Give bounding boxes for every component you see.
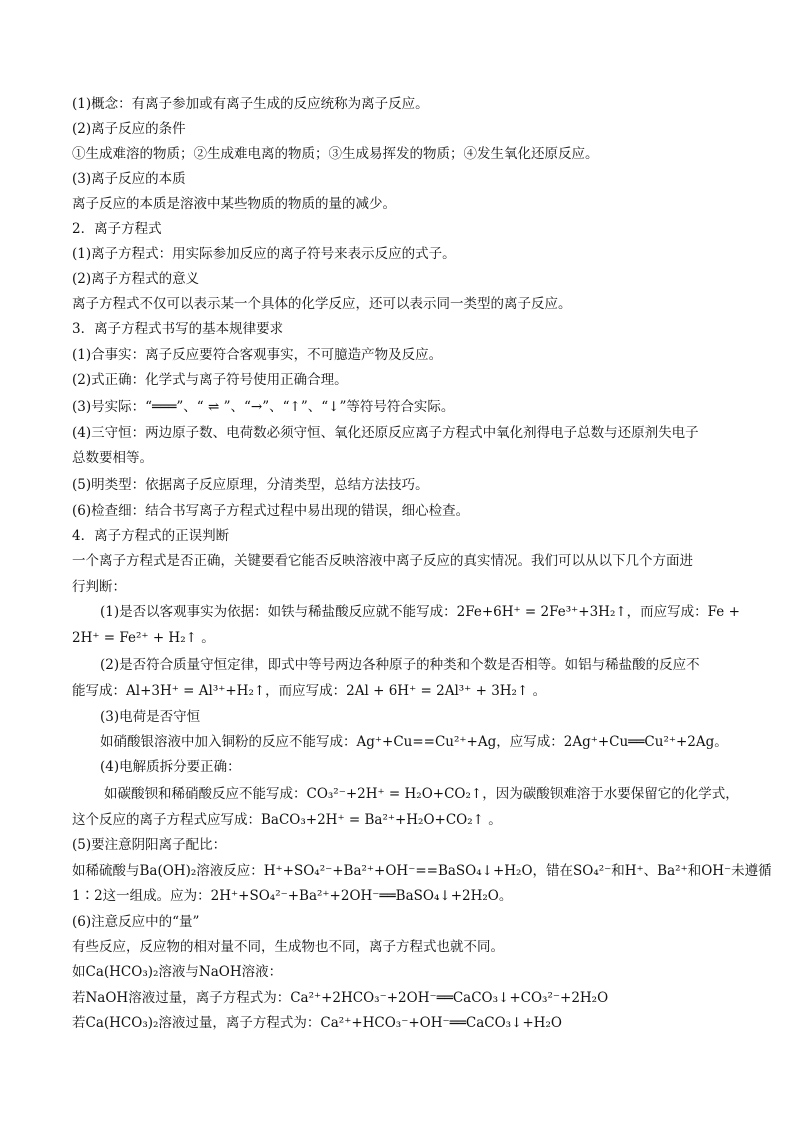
judgment-1-continued: 2H⁺ = Fe²⁺ + H₂↑ 。 xyxy=(72,630,215,646)
judgment-4-text: 如碳酸钡和稀硝酸反应不能写成：CO₃²⁻+2H⁺ = H₂O+CO₂↑，因为碳酸钡难溶于水要保留它的化学式， xyxy=(104,786,739,802)
section-3-heading: 3．离子方程式书写的基本规律要求 xyxy=(72,321,284,337)
judgment-3-text: 如硝酸银溶液中加入铜粉的反应不能写成：Ag⁺+Cu==Cu²⁺+Ag，应写成：2Ag⁺+Cu══Cu²⁺+2Ag。 xyxy=(100,734,728,750)
meaning-text: 离子方程式不仅可以表示某一个具体的化学反应，还可以表示同一类型的离子反应。 xyxy=(72,296,572,312)
judgment-intro: 一个离子方程式是否正确，关键要看它能否反映溶液中离子反应的真实情况。我们可以从以下几个方面进 xyxy=(72,553,693,569)
judgment-intro-continued: 行判断： xyxy=(72,579,126,595)
judgment-6-text: 有些反应，反应物的相对量不同，生成物也不同，离子方程式也就不同。 xyxy=(72,939,504,955)
rule-1: (1)合事实：离子反应要符合客观事实，不可臆造产物及反应。 xyxy=(72,347,443,363)
judgment-4-continued: 这个反应的离子方程式应写成：BaCO₃+2H⁺ = Ba²⁺+H₂O+CO₂↑ 。 xyxy=(72,812,502,828)
rule-2: (2)式正确：化学式与离子符号使用正确合理。 xyxy=(72,372,348,388)
rule-6: (6)检查细：结合书写离子方程式过程中易出现的错误，细心检查。 xyxy=(72,503,470,519)
conditions-heading: (2)离子反应的条件 xyxy=(72,121,186,137)
judgment-6-heading: (6)注意反应中的“量” xyxy=(72,914,200,930)
judgment-5-heading: (5)要注意阴阳离子配比： xyxy=(72,837,227,853)
judgment-5-text: 如稀硫酸与Ba(OH)₂溶液反应：H⁺+SO₄²⁻+Ba²⁺+OH⁻==BaSO₄↓+H₂O，错在SO₄²⁻和H⁺、Ba²⁺和OH⁻未遵循 xyxy=(72,863,772,879)
rule-4: (4)三守恒：两边原子数、电荷数必须守恒、氧化还原反应离子方程式中氧化剂得电子总数与还原剂失电子 xyxy=(72,425,699,441)
judgment-2-continued: 能写成：Al+3H⁺ = Al³⁺+H₂↑，而应写成：2Al + 6H⁺ = 2Al³⁺ + 3H₂↑ 。 xyxy=(72,683,547,699)
ionic-equation-definition: (1)离子方程式：用实际参加反应的离子符号来表示反应的式子。 xyxy=(72,246,456,262)
judgment-6-example: 如Ca(HCO₃)₂溶液与NaOH溶液： xyxy=(72,964,283,980)
essence-text: 离子反应的本质是溶液中某些物质的物质的量的减少。 xyxy=(72,196,396,212)
judgment-3-heading: (3)电荷是否守恒 xyxy=(100,709,201,725)
rule-4-continued: 总数要相等。 xyxy=(72,450,153,466)
essence-heading: (3)离子反应的本质 xyxy=(72,171,186,187)
conditions-list: ①生成难溶的物质；②生成难电离的物质；③生成易挥发的物质；④发生氧化还原反应。 xyxy=(72,146,599,162)
judgment-2: (2)是否符合质量守恒定律，即式中等号两边各种原子的种类和个数是否相等。如铝与稀盐酸的反应不 xyxy=(100,657,700,673)
section-4-heading: 4．离子方程式的正误判断 xyxy=(72,528,230,544)
concept-line: (1)概念：有离子参加或有离子生成的反应统称为离子反应。 xyxy=(72,96,429,112)
meaning-heading: (2)离子方程式的意义 xyxy=(72,271,200,287)
naoh-excess-equation: 若NaOH溶液过量，离子方程式为：Ca²⁺+2HCO₃⁻+2OH⁻══CaCO₃↓+CO₃²⁻+2H₂O xyxy=(72,990,609,1006)
rule-5: (5)明类型：依据离子反应原理，分清类型，总结方法技巧。 xyxy=(72,477,429,493)
cahco3-excess-equation: 若Ca(HCO₃)₂溶液过量，离子方程式为：Ca²⁺+HCO₃⁻+OH⁻══CaCO₃↓+H₂O xyxy=(72,1015,562,1031)
section-2-heading: 2．离子方程式 xyxy=(72,221,162,237)
judgment-4-heading: (4)电解质拆分要正确： xyxy=(100,759,241,775)
rule-3: (3)号实际：“═══”、“ ⇌ ”、“→”、“↑”、“↓”等符号符合实际。 xyxy=(72,399,455,415)
judgment-1: (1)是否以客观事实为依据：如铁与稀盐酸反应就不能写成：2Fe+6H⁺ = 2Fe³⁺+3H₂↑，而应写成：Fe + xyxy=(100,604,740,620)
judgment-5-continued: 1∶2这一组成。应为：2H⁺+SO₄²⁻+Ba²⁺+2OH⁻══BaSO₄↓+2H₂O。 xyxy=(72,888,513,904)
